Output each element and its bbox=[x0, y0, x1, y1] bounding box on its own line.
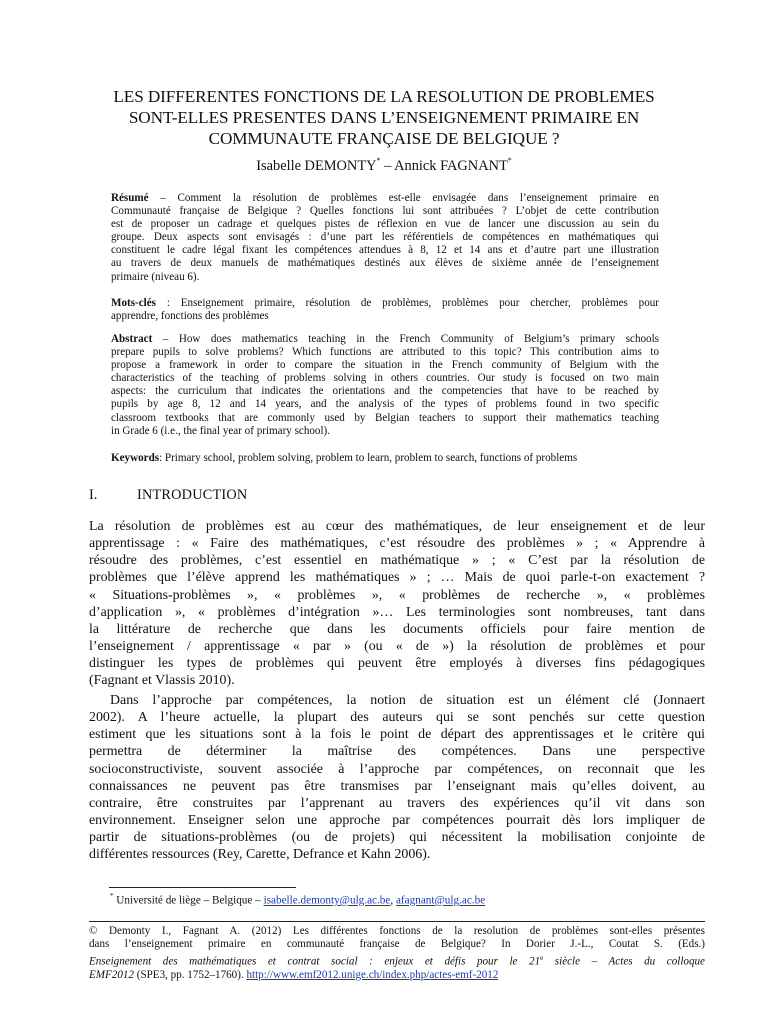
citation-divider bbox=[89, 921, 705, 922]
paragraph-line: « Situations-problèmes », « problèmes », « problèmes de recherche », « problèmes bbox=[89, 587, 705, 603]
paragraph-line: Dans l’approche par compétences, la notion de situation est un élément clé (Jonnaert bbox=[110, 693, 705, 708]
abstract-line: prepare pupils to solve problems? Which functions are attributed to this topic? This contribution aims to bbox=[111, 346, 659, 359]
author-name: Isabelle DEMONTY bbox=[256, 157, 377, 174]
abstract-block bbox=[111, 333, 659, 438]
resume-line: primaire (niveau 6). bbox=[111, 270, 200, 283]
author-name: Annick FAGNANT bbox=[394, 157, 508, 174]
paragraph-line: (Fagnant et Vlassis 2010). bbox=[89, 673, 235, 689]
abstract-line: pupils by age 8, 12 and 14 years, and the analysis of the types of problems found in two specific bbox=[111, 398, 659, 411]
author-separator: – bbox=[380, 157, 395, 174]
resume-label: Résumé bbox=[111, 192, 149, 204]
resume-line: est de proposer un cadrage et quelques pistes de réflexion en vue de lancer une discussion au sein du bbox=[111, 218, 659, 231]
citation-block bbox=[89, 925, 705, 982]
paragraph-line: environnement. Enseigner selon une approche par compétences pourrait dès lors impliquer de bbox=[89, 813, 705, 829]
keywords-label: Keywords bbox=[111, 452, 160, 464]
resume-line: constituent le cadre légal fixant les compétences attendues à 8, 12 et 14 ans et d’autre part une illustration bbox=[111, 244, 659, 257]
keywords-line: Keywords: Primary school, problem solving, problem to learn, problem to search, functions of problems bbox=[111, 452, 578, 464]
motscles-line: apprendre, fonctions des problèmes bbox=[111, 310, 269, 323]
paragraph-line: 2002). A l’heure actuelle, la plupart des auteurs qui se sont penchés sur cette question bbox=[89, 710, 705, 726]
paper-title bbox=[60, 86, 708, 149]
keywords-block bbox=[111, 452, 659, 465]
motscles-block bbox=[111, 297, 659, 323]
paragraph-1 bbox=[89, 518, 705, 690]
affiliation-mark: * bbox=[376, 156, 381, 165]
motscles-label: Mots-clés bbox=[111, 297, 156, 309]
resume-block bbox=[111, 192, 659, 284]
paragraph-line: d’application », « problèmes d’intégration »… Les terminologies sont nombreuses, tant dans bbox=[89, 604, 705, 620]
section-number: I. bbox=[89, 487, 98, 503]
paragraph-2 bbox=[89, 692, 705, 864]
paragraph-line: apprentissage : « Faire des mathématiques, c’est résoudre des problèmes » ; « Apprendre à bbox=[89, 536, 705, 552]
paragraph-line: problèmes que l’élève apprend les mathématiques » ; … Mais de quoi parle-t-on exactement ? bbox=[89, 570, 705, 586]
paragraph-line: La résolution de problèmes est au cœur des mathématiques, de leur enseignement et de leur bbox=[89, 519, 705, 534]
citation-line: EMF2012 (SPE3, pp. 1752–1760). http://www.emf2012.unige.ch/index.php/actes-emf-2012 bbox=[89, 968, 499, 981]
resume-line: Résumé – Comment la résolution de problèmes est-elle envisagée dans l’enseignement primaire en bbox=[111, 192, 659, 204]
paragraph-line: distinguer les types de problèmes qui peuvent être employés à diverses fins pédagogiques bbox=[89, 656, 705, 672]
abstract-line: classroom textbooks that are commonly used by Belgian teachers to support their mathematics teaching bbox=[111, 411, 659, 424]
paragraph-line: l’enseignement / apprentissage « par » (ou « de ») la résolution de problèmes et pour bbox=[89, 639, 705, 655]
resume-line: au travers de deux manuels de mathématiques destinés aux élèves de sixième année de l’enseignement bbox=[111, 257, 659, 270]
paragraph-line: contraire, être construites par l’apprenant au travers des expériences qu’il vit dans son bbox=[89, 795, 705, 811]
section-label: INTRODUCTION bbox=[137, 487, 248, 503]
footnote-text: Université de liège – Belgique – bbox=[113, 894, 264, 907]
title-line: SONT-ELLES PRESENTES DANS L’ENSEIGNEMENT PRIMAIRE EN bbox=[128, 108, 640, 127]
footnote-divider bbox=[109, 887, 296, 888]
paragraph-line: partir de situations-problèmes (ou de projets) qui nécessitent la mobilisation conjointe de bbox=[89, 830, 705, 846]
abstract-line: propose a framework in order to compare the situation in the French community of Belgium with the bbox=[111, 359, 659, 372]
citation-line: dans l’enseignement primaire en communauté française de Belgique? In Dorier J.-L., Coutat S. (Eds.) bbox=[89, 938, 705, 951]
paragraph-line: permettra de déterminer la maîtrise des compétences. Dans une perspective bbox=[89, 744, 705, 760]
paragraph-line: différentes ressources (Rey, Carette, Defrance et Kahn 2006). bbox=[89, 847, 431, 863]
abstract-label: Abstract bbox=[111, 333, 153, 345]
abstract-line: in Grade 6 (i.e., the final year of primary school). bbox=[111, 424, 331, 437]
paragraph-line: la littérature de recherche que dans les documents officiels pour faire mention de bbox=[89, 621, 705, 637]
author-line bbox=[60, 157, 708, 175]
title-line: LES DIFFERENTES FONCTIONS DE LA RESOLUTION DE PROBLEMES bbox=[113, 87, 655, 106]
resume-line: Communauté française de Belgique ? Quelles fonctions lui sont attribuées ? L’objet de cette contribution bbox=[111, 205, 659, 218]
abstract-line: Abstract – How does mathematics teaching in the French Community of Belgium’s primary schools bbox=[111, 333, 659, 345]
citation-line: © Demonty I., Fagnant A. (2012) Les différentes fonctions de la resolution de problèmes sont-elles présentes bbox=[89, 925, 705, 937]
footnote-mark: * bbox=[110, 892, 114, 900]
resume-line: groupe. Deux aspects sont envisagés : d’une part les référentiels de compétences en mathématiques qui bbox=[111, 231, 659, 244]
email-link[interactable]: isabelle.demonty@ulg.ac.be bbox=[263, 894, 391, 907]
paragraph-line: estiment que les situations sont à la fois le point de départ des apprentissages et le critère qui bbox=[89, 727, 705, 743]
footnote: * Université de liège – Belgique – isabelle.demonty@ulg.ac.be, afagnant@ulg.ac.be bbox=[110, 892, 486, 907]
paragraph-line: socioconstructiviste, souvent associée à l’approche par compétences, on reconnait que les bbox=[89, 761, 705, 777]
affiliation-mark: * bbox=[507, 156, 512, 165]
abstract-line: characteristics of the teaching of problems solving in others countries. Our study is focused on two main bbox=[111, 372, 659, 385]
citation-line: Enseignement des mathématiques et contrat social : enjeux et défis pour le 21e siècle – Actes du colloque bbox=[89, 953, 705, 968]
title-line: COMMUNAUTE FRANÇAISE DE BELGIQUE ? bbox=[208, 129, 560, 148]
motscles-line: Mots-clés : Enseignement primaire, résolution de problèmes, problèmes pour chercher, problèmes pour bbox=[111, 297, 659, 309]
paragraph-line: connaissances ne peuvent pas être transmises par l’enseignant mais qu’elles doivent, au bbox=[89, 778, 705, 794]
paragraph-line: résoudre des problèmes, c’est essentiel en mathématique » ; « C’est par la résolution de bbox=[89, 553, 705, 569]
email-link[interactable]: afagnant@ulg.ac.be bbox=[395, 894, 486, 907]
proceedings-link[interactable]: http://www.emf2012.unige.ch/index.php/actes-emf-2012 bbox=[246, 968, 499, 981]
abstract-line: aspects: the curriculum that indicates the orientations and the competencies that have to be reached by bbox=[111, 385, 659, 398]
